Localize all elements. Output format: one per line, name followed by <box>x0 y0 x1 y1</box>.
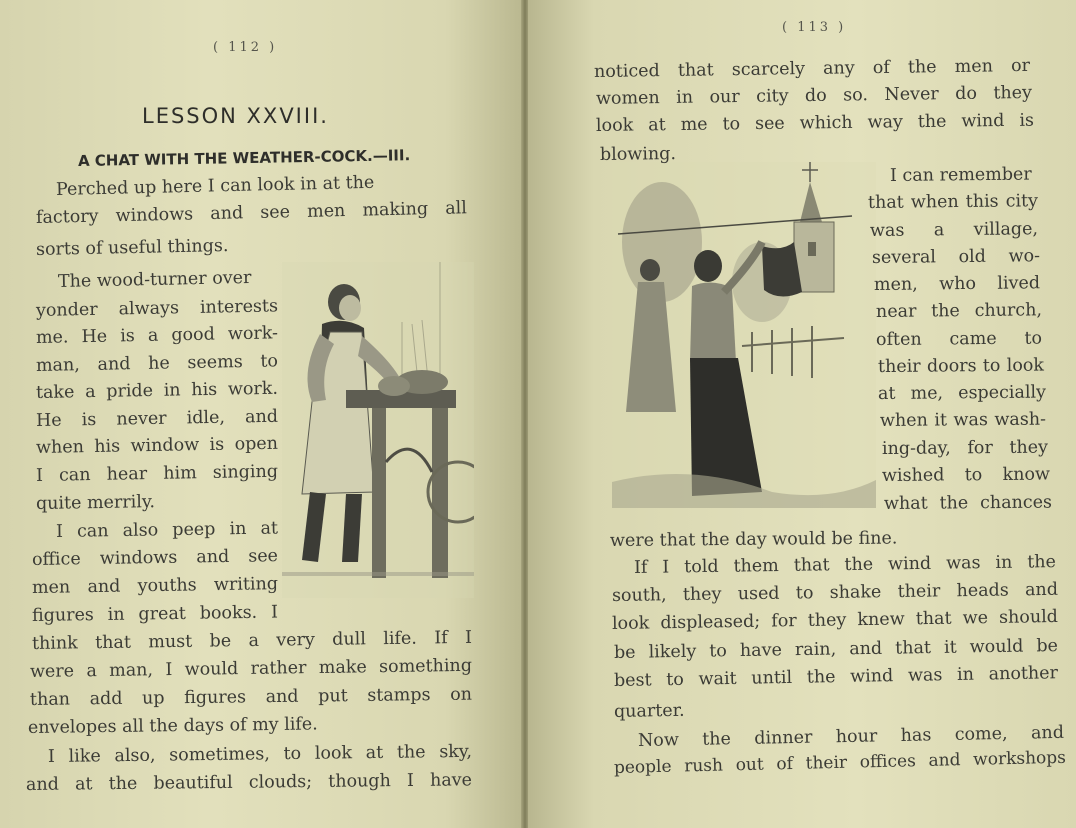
right-line-11: often came to <box>875 328 1043 350</box>
right-line-8: several old wo- <box>871 246 1041 268</box>
left-line-14: office windows and see <box>31 546 279 570</box>
right-line-15: ing-day, for they <box>881 437 1049 459</box>
right-line-5: I can remember <box>889 164 1032 186</box>
page-number-right: ( 113 ) <box>782 20 847 35</box>
left-line-1: Perched up here I can look in at the <box>55 172 375 200</box>
right-line-22: be likely to have rain, and that it would be <box>613 636 1059 663</box>
wood-turner-illustration <box>282 262 474 598</box>
left-line-5: yonder always interests <box>35 296 279 321</box>
right-line-1: noticed that scarcely any of the men or <box>593 55 1031 82</box>
page-number-left: ( 112 ) <box>213 40 278 55</box>
right-line-2: women in our city do so. Never do they <box>595 82 1033 109</box>
left-line-11: I can hear him singing <box>35 461 279 486</box>
left-line-9: He is never idle, and <box>35 406 279 431</box>
right-line-21: look displeased; for they knew that we should <box>611 606 1059 634</box>
left-line-13: I can also peep in at <box>55 518 279 542</box>
left-line-20: envelopes all the days of my life. <box>27 714 318 738</box>
left-line-16: figures in great books. I <box>31 602 279 626</box>
washing-day-illustration <box>612 162 876 508</box>
left-line-18: were a man, I would rather make something <box>29 655 473 682</box>
left-line-3: sorts of useful things. <box>35 235 229 260</box>
left-line-4: The wood-turner over <box>57 267 252 292</box>
right-line-19: If I told them that the wind was in the <box>633 552 1057 578</box>
right-line-9: men, who lived <box>873 273 1041 295</box>
right-line-10: near the church, <box>875 300 1043 322</box>
right-line-18: were that the day would be fine. <box>609 528 898 551</box>
left-line-10: when his window is open <box>35 433 279 458</box>
left-line-15: men and youths writing <box>31 574 279 598</box>
right-line-25: Now the dinner hour has come, and <box>637 722 1065 751</box>
lesson-title: LESSON XXVIII. <box>142 104 329 128</box>
left-page <box>0 0 524 828</box>
right-line-26: people rush out of their offices and workshops <box>613 747 1067 778</box>
left-line-12: quite merrily. <box>35 492 156 514</box>
left-line-8: take a pride in his work. <box>35 378 279 403</box>
right-line-24: quarter. <box>613 700 685 722</box>
right-line-4: blowing. <box>599 144 677 165</box>
right-line-16: wished to know <box>881 464 1051 486</box>
right-line-7: was a village, <box>869 219 1039 241</box>
left-line-17: think that must be a very dull life. If I <box>31 627 473 654</box>
right-line-12: their doors to look <box>877 355 1045 377</box>
right-line-20: south, they used to shake their heads and <box>611 579 1059 606</box>
right-line-3: look at me to see which way the wind is <box>595 110 1035 136</box>
left-line-21: I like also, sometimes, to look at the sky, <box>47 741 473 767</box>
right-line-13: at me, especially <box>877 382 1047 404</box>
left-line-22: and at the beautiful clouds; though I have <box>25 770 473 795</box>
left-line-7: man, and he seems to <box>35 351 279 376</box>
right-line-23: best to wait until the wind was in another <box>613 663 1059 691</box>
right-page <box>528 0 1076 828</box>
right-line-17: what the chances <box>883 492 1053 514</box>
left-line-19: than add up figures and put stamps on <box>29 684 473 710</box>
left-line-6: me. He is a good work- <box>35 323 279 348</box>
left-line-2: factory windows and see men making all <box>35 198 468 228</box>
lesson-subtitle: A CHAT WITH THE WEATHER-COCK.—III. <box>77 146 411 170</box>
right-line-6: that when this city <box>867 191 1039 213</box>
right-line-14: when it was wash- <box>879 409 1047 431</box>
